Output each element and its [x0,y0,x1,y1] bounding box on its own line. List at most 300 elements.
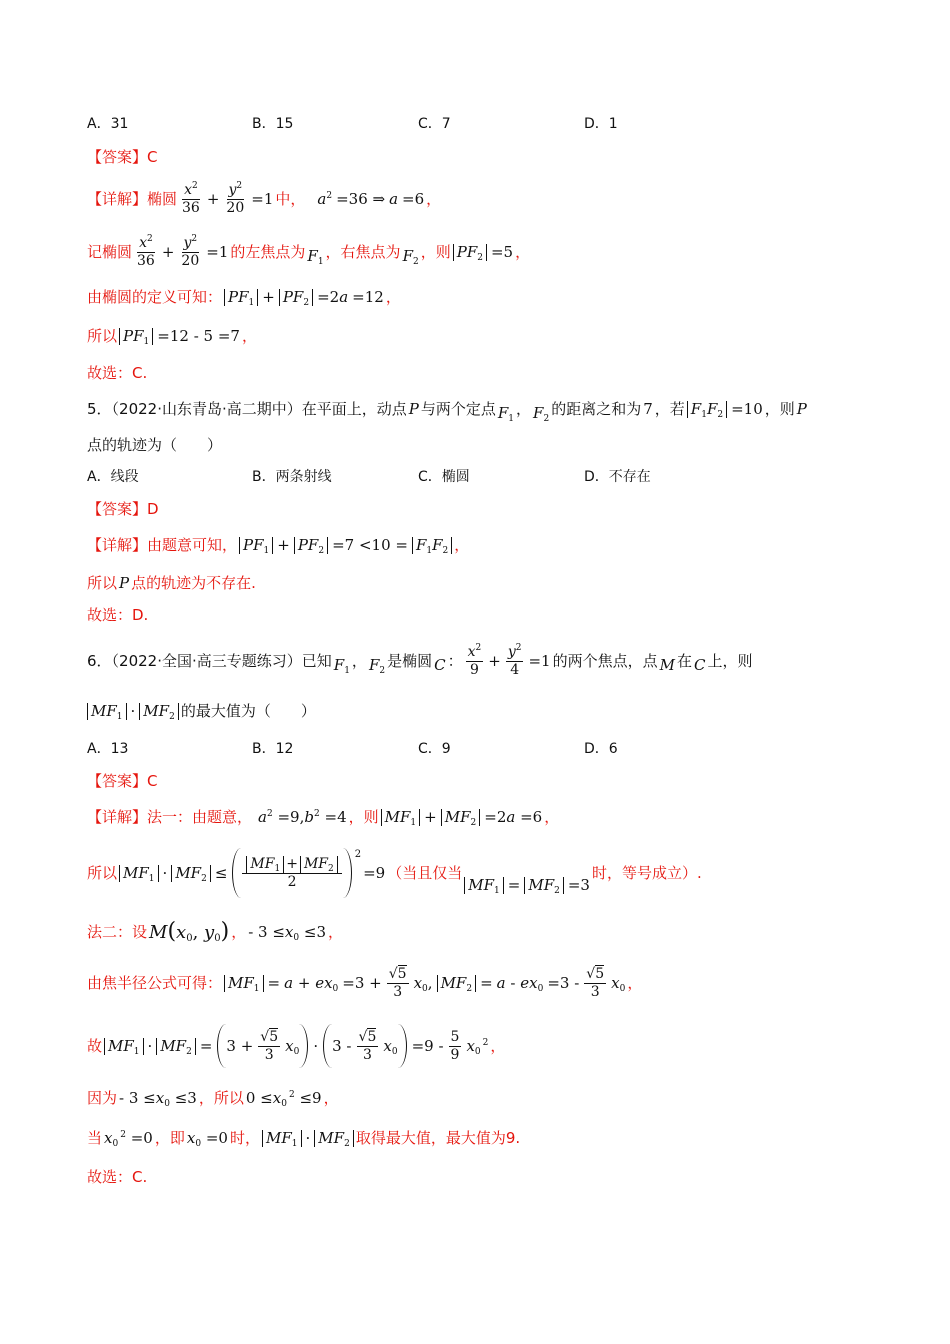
subscript: 0 [422,984,428,994]
sqrt-sign: √ [260,1029,270,1045]
q6-choice [87,1157,147,1197]
absolute-value [381,809,421,826]
math-term [369,655,385,675]
absolute-value [412,537,452,554]
math-variable: PF [243,535,264,554]
dot-operator: · [313,1037,319,1055]
math-variable: x [466,1037,475,1055]
math-text: =10 [731,400,763,418]
absolute-value [314,1130,354,1147]
question-text: 的两个焦点，点 [552,652,658,670]
math-variable: PF [297,535,319,554]
absolute-value [119,865,159,882]
detail-text: ， [323,1089,339,1107]
numerator [182,181,200,200]
subscript: 0 [293,1047,300,1057]
absolute-value [464,877,504,894]
subscript: 2 [379,666,386,676]
comma: , [427,974,433,992]
numerator [357,1028,379,1047]
math-term [334,655,350,675]
subscript: 2 [344,1138,350,1149]
detail-text: 取得最大值，最大值为9. [355,1129,521,1147]
math-text: =0 [130,1129,153,1147]
exponent: 2 [475,643,482,653]
detail-text: ， [490,1037,506,1055]
question-text: 的距离之和为 [551,400,642,418]
math-variable: M [149,921,168,943]
math-text: =9 - [411,1037,444,1055]
math-variable: MF [250,856,275,872]
math-text: =12 - 5 =7 [157,327,240,345]
fraction [584,965,606,1001]
math-variable: F [402,247,413,265]
detail-text: 记椭圆 [87,243,133,261]
detail-text: ，则 [348,808,379,826]
math-text: =6 [520,808,543,826]
question-text: 点的轨迹为（ ） [87,436,223,454]
absolute-value [524,877,564,894]
absolute-value [437,975,477,992]
math-variable: y [228,182,237,198]
question-text: ，则 [764,400,795,418]
absolute-value [441,809,481,826]
detail-text: ， [231,923,247,941]
question-text: 与两个定点 [420,400,496,418]
q5-stem-line-1 [87,389,809,429]
dot-operator: · [130,702,136,720]
absolute-value [224,975,264,992]
fraction [224,181,246,217]
exponent: 2 [266,809,273,819]
math-variable: x [284,923,294,941]
subscript: 1 [426,545,433,556]
subscript: 1 [317,257,324,267]
subscript: 1 [701,409,707,420]
plus-sign: + [262,288,275,306]
option-d: D．1 [584,116,618,132]
equals-sign: = [480,974,493,992]
math-variable: PF [123,326,144,345]
math-term [285,1036,299,1056]
math-variable: F [533,404,544,422]
detail-text: ，所以 [198,1089,244,1107]
subscript: 2 [201,873,207,884]
math-term [317,287,348,307]
question-text: 在 [676,652,692,670]
math-variable: a [496,974,506,992]
subscript: 2 [442,545,449,556]
detail-text: 时， [229,1129,260,1147]
fraction [179,234,201,270]
question-text: ，若 [654,400,685,418]
q4-detail-line-3 [87,277,401,317]
subscript: 0 [537,984,544,994]
absolute-value [224,289,258,306]
math-variable: x [413,974,423,992]
denominator: 20 [226,200,245,216]
q5-choice [87,595,148,635]
numerator [258,1028,280,1047]
subscript: 2 [318,545,325,556]
option-b: B．两条射线 [252,469,332,485]
question-text: 上，则 [707,652,753,670]
exponent: 2 [482,1038,489,1048]
math-variable: PF [456,242,478,261]
subscript: 2 [328,864,334,874]
absolute-value [246,856,284,873]
math-text: =7 <10 = [332,536,408,554]
q6-stem-line-2 [87,691,316,731]
math-text: 0 ≤ [245,1089,273,1107]
sqrt-sign: √ [358,1029,368,1045]
math-text: =2 [317,288,340,306]
plus-sign: + [297,974,311,992]
detail-text: 所以 [87,574,118,592]
detail-text: ， [241,327,257,345]
absolute-value [279,289,313,306]
math-variable: F [368,656,380,674]
denominator: 4 [510,662,520,678]
option-c: C．7 [418,116,451,132]
exponent: 2 [313,809,320,819]
detail-text: ， [385,288,401,306]
numerator [227,181,245,200]
numerator [584,965,606,984]
math-text: =1 [528,652,551,670]
math-variable: MF [528,875,555,894]
big-parentheses [217,1024,308,1068]
detail-text: 点的轨迹为不存在. [131,574,256,592]
math-term [533,403,549,423]
absolute-value [453,244,487,261]
math-variable: x [155,1089,165,1107]
comma: , [192,921,199,943]
numerator [242,855,341,874]
option-d: D．6 [584,741,618,757]
absolute-value [171,865,211,882]
math-variable: F [333,656,345,674]
subscript: 1 [344,666,350,676]
subscript: 0 [332,984,339,994]
math-variable: F [690,399,702,418]
detail-text: 时，等号成立）. [591,864,702,882]
question-text: ， [516,400,532,418]
math-text: - 3 ≤ [248,923,285,941]
q6-answer [87,761,157,801]
absolute-value [239,537,273,554]
math-variable: MF [175,863,202,882]
big-parentheses [323,1024,406,1068]
math-variable: MF [108,1036,134,1055]
detail-text: 所以 [87,327,118,345]
denominator: 20 [181,253,200,269]
sqrt-sign: √ [388,966,398,982]
detail-text: ，则 [420,243,451,261]
math-term [414,973,433,993]
q6-detail-line-1 [87,797,559,837]
math-term [611,973,625,993]
fraction [135,234,157,270]
q4-detail-line-2 [87,232,530,272]
fraction [357,1028,379,1064]
big-parentheses [232,848,351,898]
radicand: 5 [397,966,407,982]
math-term [498,403,514,423]
math-variable: x [104,1129,113,1147]
q5-answer [87,489,159,529]
absolute-value [300,856,338,873]
math-text: ≤9 [299,1089,322,1107]
q6-detail-line-4 [87,963,642,1003]
option-d: D．不存在 [584,469,651,485]
math-text: 3 - [332,1037,352,1055]
equals-sign: = [267,974,281,992]
math-variable: C [694,656,706,674]
math-variable: MF [228,973,254,992]
math-term [307,246,323,266]
answer-text: 【答案】C [87,772,158,790]
exponent: 2 [120,1130,126,1140]
denominator: 3 [362,1047,372,1063]
denominator: 36 [137,253,155,269]
equals-sign: = [507,876,521,894]
denominator: 3 [264,1047,274,1063]
subscript: 1 [248,297,255,308]
answer-text: 【答案】C [87,148,158,166]
subscript: 2 [466,983,473,994]
exponent: 2 [354,849,362,860]
detail-text: ， [426,190,442,208]
subscript: 1 [133,1046,140,1057]
q4-answer [87,137,157,177]
math-term [284,973,338,993]
math-variable: x [184,182,193,198]
absolute-value [104,1038,144,1055]
plus-sign: + [286,856,298,872]
detail-text: 法二：设 [87,923,148,941]
math-variable: MF [266,1128,292,1147]
math-variable: x [176,921,187,943]
detail-text: 故 [87,1037,103,1055]
fraction [506,643,524,679]
math-text: =9, [277,808,305,826]
question-text: 是椭圆 [387,652,433,670]
exponent: 2 [191,234,198,244]
absolute-value [262,1130,302,1147]
subscript: 1 [253,983,260,994]
math-text: =3 - [547,974,580,992]
q6-detail-line-5 [87,1016,505,1076]
detail-text: 因为 [87,1089,118,1107]
detail-text: ， [454,536,470,554]
point-notation [149,918,230,944]
subscript: 1 [291,1138,298,1149]
denominator: 3 [590,984,600,1000]
numerator [182,234,200,253]
radicand: 5 [595,966,605,982]
fraction [180,181,202,217]
detail-label: 【详解】法一：由题意， [87,808,253,826]
math-variable: MF [444,807,471,826]
math-term [258,807,347,827]
q6-stem-line-1 [87,641,753,681]
math-variable: P [119,574,130,592]
numerator [137,234,155,253]
subscript: 0 [391,1047,398,1057]
subscript: 2 [169,711,175,722]
option-c: C．9 [418,741,451,757]
math-text: =3 [567,876,590,894]
fraction [242,855,341,891]
detail-text: ， [627,974,643,992]
math-text: =1 [251,190,274,208]
math-variable: M [659,656,675,674]
math-text: =5 [490,243,514,261]
denominator: 9 [450,1047,460,1063]
subscript: 1 [116,711,123,722]
math-text: =2 [484,808,507,826]
detail-text: ，右焦点为 [325,243,401,261]
q6-detail-line-3 [87,912,343,952]
dot-operator: · [147,1037,153,1055]
question-text: ， [351,652,367,670]
option-a: A．13 [87,741,129,757]
math-term [248,922,326,942]
denominator: 3 [393,984,403,1000]
subscript: 0 [214,932,221,944]
math-text: ≤3 [174,1089,197,1107]
question-text: 5．（2022·山东青岛·高二期中）在平面上，动点 [87,400,407,418]
option-a: A．线段 [87,469,139,485]
fraction [466,643,484,679]
math-variable: F [706,399,718,418]
math-term [466,1036,488,1056]
plus-sign: + [277,536,290,554]
math-variable: MF [143,701,170,720]
subscript: 0 [164,1099,170,1109]
math-term [187,1128,228,1148]
question-text: 的最大值为（ ） [180,702,316,720]
q4-detail-line-1 [87,179,441,219]
numerator [506,643,524,662]
math-term [497,973,544,993]
exponent: 2 [192,181,198,191]
dot-operator: · [162,864,168,882]
math-variable: MF [123,863,149,882]
math-term [246,1088,322,1108]
choice-text: 故选：D. [87,606,149,624]
sqrt-sign: √ [586,966,596,982]
subscript: 1 [410,817,417,828]
math-variable: a [284,974,294,992]
math-term [403,246,419,266]
exponent: 2 [515,643,522,653]
exponent: 2 [326,191,333,201]
subscript: 2 [412,257,419,267]
math-variable: MF [468,875,495,894]
math-variable: x [611,974,620,992]
plus-sign: + [424,808,437,826]
denominator: 9 [469,662,479,678]
math-text: =1 [206,243,229,261]
numerator [387,965,409,984]
question-text: 6．（2022·全国·高三专题练习）已知 [87,652,332,670]
detail-text: 的左焦点为 [230,243,306,261]
left-paren: ( [167,918,177,944]
q4-detail-line-4 [87,316,257,356]
math-text: =4 [324,808,347,826]
detail-text: 中， [275,190,306,208]
detail-text: 由椭圆的定义可知： [87,288,223,306]
plus-sign: + [206,190,220,208]
subscript: 1 [143,336,150,347]
leq-sign: ≤ [214,864,228,882]
exponent: 2 [236,181,243,191]
math-variable: MF [440,973,467,992]
question-text: ： [447,652,463,670]
option-c: C．椭圆 [418,469,470,485]
detail-text: 由焦半径公式可得： [87,974,223,992]
plus-sign: + [488,652,501,670]
absolute-value [687,401,727,418]
q4-choice [87,353,147,393]
fraction [258,1028,280,1064]
math-variable: x [139,235,148,251]
math-variable: y [507,644,516,660]
math-text: =9 [363,864,386,882]
subscript: 0 [281,1099,287,1109]
detail-label: 【详解】由题意可知， [87,536,238,554]
math-term [119,1088,197,1108]
subscript: 2 [543,414,550,424]
math-variable: PF [282,287,304,306]
math-text: =3 + [342,974,382,992]
math-text: =6 [402,190,425,208]
equals-sign: = [199,1037,213,1055]
detail-text: ，即 [154,1129,185,1147]
absolute-value [139,703,179,720]
radicand: 5 [367,1029,377,1045]
equality-condition [462,875,592,895]
math-text: - 3 ≤ [119,1089,156,1107]
subscript: 0 [186,932,193,944]
math-variable: F [415,535,427,554]
math-term [484,807,542,827]
fraction [449,1028,462,1064]
math-term [317,189,332,209]
subscript: 2 [717,409,724,420]
math-variable: MF [318,1128,345,1147]
option-b: B．15 [252,116,294,132]
detail-text: ， [544,808,560,826]
subscript: 2 [470,817,477,828]
q6-detail-line-6 [87,1078,339,1118]
math-variable: y [183,235,192,251]
math-variable: MF [91,701,117,720]
detail-text: 所以 [87,864,118,882]
math-variable: a [389,190,399,208]
subscript: 2 [477,252,483,263]
option-a: A．31 [87,116,129,132]
math-variable: a [506,808,516,826]
answer-text: 【答案】D [87,500,159,518]
math-variable: MF [303,856,328,872]
math-variable: F [497,404,509,422]
denominator: 2 [287,874,297,890]
detail-text: ， [328,923,344,941]
math-variable: MF [160,1036,187,1055]
